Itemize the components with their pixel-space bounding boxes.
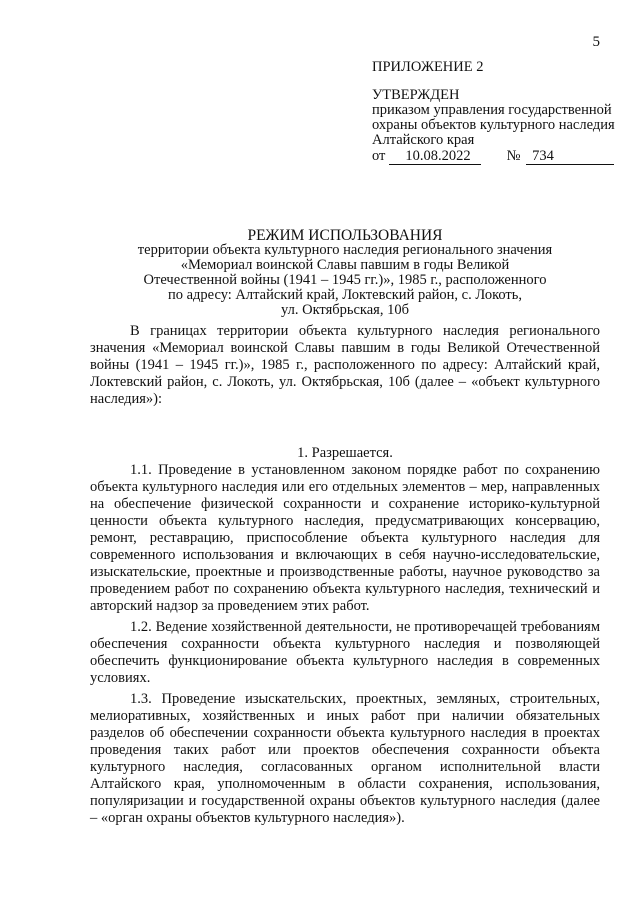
title-main: РЕЖИМ ИСПОЛЬЗОВАНИЯ	[247, 227, 443, 244]
approving-authority: приказом управления государственной охраны объектов культурного наследия Алтайского края	[372, 102, 615, 148]
title-line-1: территории объекта культурного наследия регионального значения	[137, 242, 553, 258]
list-item: 1.2. Ведение хозяйственной деятельности, не противоречащей требованиям обеспечения сохранности объекта культурного наследия и позволяющей обеспечить функционирование объекта культурного наследия в современных условиях.	[90, 619, 600, 686]
list-item: 1.3. Проведение изыскательских, проектных, земляных, строительных, мелиоративных, хозяйственных и иных работ при наличии обязательных разделов об обеспечении сохранности объекта культурного наследия в проектах проведения таких работ или проектов обеспечения сохранности объекта культурного наследия, согласованных органом исполнительной власти Алтайского края, уполномоченным в области сохранения, использования, популяризации и государственной охраны объектов культурного наследия (далее – «орган охраны объектов культурного наследия»).	[90, 691, 600, 826]
approval-block	[372, 60, 622, 165]
order-number: 734	[526, 149, 614, 165]
list-item: 1.1. Проведение в установленном законом порядке работ по сохранению объекта культурного наследия или его отдельных элементов – мер, направленных на обеспечение физической сохранности и сохранение историко-культурной ценности объекта культурного наследия, предусматривающих консервацию, ремонт, реставрацию, приспособление объекта культурного наследия для современного использования и включающих в себя научно-исследовательские, изыскательские, проектные и производственные работы, научное руководство за проведением работ по сохранению объекта культурного наследия, технический и авторский надзор за проведением этих работ.	[90, 462, 600, 614]
page-number: 5	[592, 34, 600, 50]
document-body	[90, 323, 600, 827]
title-line-3: Отечественной войны (1941 – 1945 гг.)», 1985 г., расположенного	[143, 272, 547, 288]
title-line-2: «Мемориал воинской Славы павшим в годы Великой	[180, 257, 510, 273]
approval-date-line	[372, 149, 622, 165]
document-title	[120, 228, 570, 318]
approval-date: 10.08.2022	[389, 149, 481, 165]
number-sign: №	[506, 148, 521, 164]
intro-paragraph: В границах территории объекта культурного наследия регионального значения «Мемориал воинской Славы павшим в годы Великой Отечественной войны (1941 – 1945 гг.)», 1985 г., расположенного по адресу: Алтайский край, Локтевский район, с. Локоть, ул. Октябрьская, 10б (далее – «объект культурного наследия»):	[90, 323, 600, 407]
title-line-5: ул. Октябрьская, 10б	[281, 302, 409, 318]
date-prefix: от	[372, 148, 386, 164]
section-heading: 1. Разрешается.	[297, 445, 393, 461]
approved-label: УТВЕРЖДЕН	[372, 87, 460, 103]
title-line-4: по адресу: Алтайский край, Локтевский район, с. Локоть,	[167, 287, 523, 303]
appendix-title: ПРИЛОЖЕНИЕ 2	[372, 59, 484, 75]
